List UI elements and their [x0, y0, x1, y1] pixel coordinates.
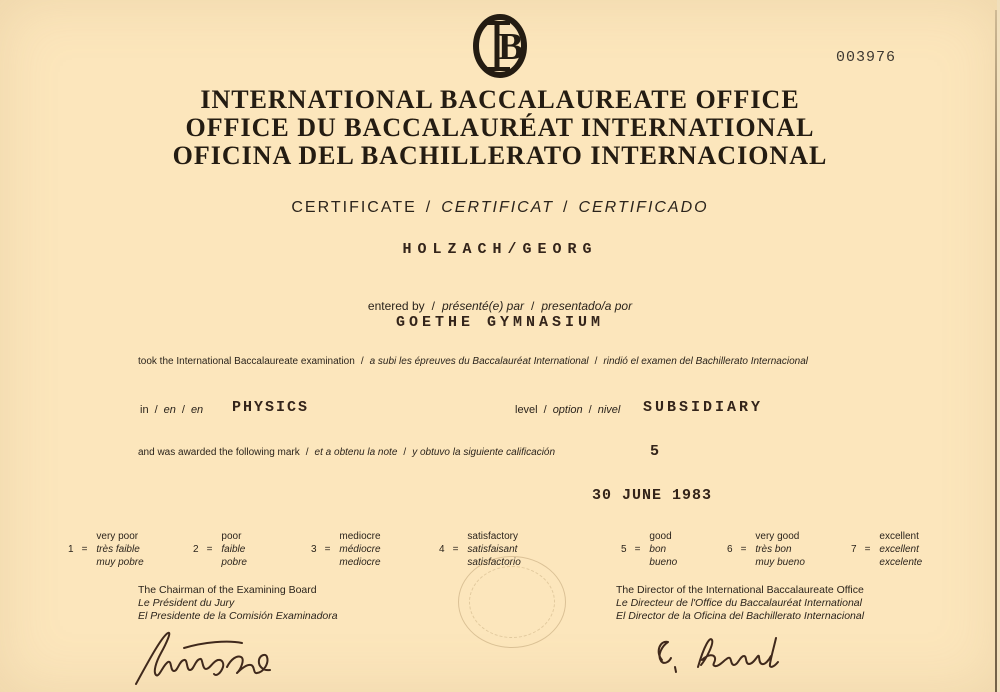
grade-num: 4	[439, 544, 445, 555]
grade-fr: très bon	[755, 544, 792, 555]
level-value: SUBSIDIARY	[643, 399, 764, 416]
director-title-en: The Director of the International Baccalaureate Office	[616, 584, 864, 596]
separator: /	[431, 299, 435, 313]
separator: /	[588, 404, 592, 416]
took-exam-line	[138, 356, 808, 367]
embossed-seal	[458, 556, 566, 648]
certificate-heading-es: CERTIFICADO	[578, 199, 709, 216]
entered-by-es: presentado/a por	[541, 299, 633, 313]
grade-fr: bon	[649, 544, 667, 555]
grade-num: 7	[851, 544, 857, 555]
equals-sign: =	[740, 544, 747, 555]
grade-es: muy bueno	[755, 557, 805, 568]
mark-line-en: and was awarded the following mark	[138, 447, 300, 458]
subject-label-fr: en	[163, 404, 176, 416]
took-exam-es: rindió el examen del Bachillerato Internacional	[603, 356, 808, 367]
ib-monogram-icon	[470, 14, 530, 78]
grade-es: excelente	[879, 557, 923, 568]
director-title-block	[616, 584, 864, 623]
certificate-heading	[0, 199, 1000, 217]
grade-es: satisfactorio	[467, 557, 521, 568]
equals-sign: =	[81, 544, 88, 555]
entered-by-line	[0, 299, 1000, 313]
equals-sign: =	[452, 544, 459, 555]
grade-fr: très faible	[96, 544, 140, 555]
grade-scale-6	[727, 530, 805, 569]
grade-fr: médiocre	[339, 544, 381, 555]
grade-scale-1	[68, 530, 144, 569]
grade-fr: faible	[221, 544, 246, 555]
grade-scale-3	[311, 530, 381, 569]
subject-label-es: en	[190, 404, 204, 416]
separator: /	[425, 199, 433, 216]
grade-num: 3	[311, 544, 317, 555]
grade-fr: excellent	[879, 544, 919, 555]
office-title-fr: OFFICE DU BACCALAURÉAT INTERNATIONAL	[185, 113, 815, 142]
office-title-en: INTERNATIONAL BACCALAUREATE OFFICE	[200, 85, 800, 114]
serial-number: 003976	[836, 49, 897, 66]
grade-scale-7	[851, 530, 922, 569]
director-signature	[638, 630, 838, 682]
separator: /	[543, 404, 547, 416]
separator: /	[403, 447, 407, 458]
chairman-signature	[128, 626, 328, 692]
grade-en: very good	[755, 531, 800, 542]
grade-num: 6	[727, 544, 733, 555]
director-title-fr: Le Directeur de l'Office du Baccalauréat International	[616, 597, 862, 609]
grade-es: muy pobre	[96, 557, 144, 568]
mark-value: 5	[650, 443, 660, 460]
chairman-title-block	[138, 584, 338, 623]
separator: /	[531, 299, 535, 313]
grade-en: mediocre	[339, 531, 381, 542]
took-exam-en: took the International Baccalaureate examination	[138, 356, 355, 367]
separator: /	[563, 199, 570, 216]
equals-sign: =	[324, 544, 331, 555]
grade-en: excellent	[879, 531, 919, 542]
grade-es: pobre	[221, 557, 247, 568]
equals-sign: =	[864, 544, 871, 555]
entered-by-en: entered by	[367, 299, 425, 313]
entered-by-fr: présenté(e) par	[441, 299, 525, 313]
candidate-name: HOLZACH/GEORG	[402, 241, 598, 258]
grade-scale-2	[193, 530, 247, 569]
ib-monogram-logo	[470, 14, 530, 78]
office-title-es: OFICINA DEL BACHILLERATO INTERNACIONAL	[172, 141, 828, 170]
subject-value: PHYSICS	[232, 399, 310, 416]
grade-en: satisfactory	[467, 531, 518, 542]
grade-num: 5	[621, 544, 627, 555]
subject-label-en: in	[140, 404, 149, 416]
subject-label	[140, 404, 203, 416]
grade-num: 2	[193, 544, 199, 555]
svg-text:B: B	[498, 26, 524, 68]
separator: /	[181, 404, 185, 416]
grade-en: poor	[221, 531, 242, 542]
equals-sign: =	[634, 544, 641, 555]
separator: /	[594, 356, 598, 367]
grade-en: very poor	[96, 531, 139, 542]
took-exam-fr: a subi les épreuves du Baccalauréat International	[369, 356, 589, 367]
level-label-en: level	[515, 404, 538, 416]
certificate-heading-fr: CERTIFICAT	[441, 199, 554, 216]
separator: /	[305, 447, 309, 458]
director-title-es: El Director de la Oficina del Bachillerato Internacional	[616, 610, 865, 622]
chairman-title-en: The Chairman of the Examining Board	[138, 584, 317, 596]
chairman-title-es: El Presidente de la Comisión Examinadora	[138, 610, 338, 622]
grade-en: good	[649, 531, 672, 542]
mark-line-es: y obtuvo la siguiente calificación	[412, 447, 556, 458]
equals-sign: =	[206, 544, 213, 555]
grade-num: 1	[68, 544, 74, 555]
certificate-heading-en: CERTIFICATE	[291, 199, 417, 216]
separator: /	[154, 404, 158, 416]
exam-date: 30 JUNE 1983	[592, 487, 713, 504]
chairman-title-fr: Le Président du Jury	[138, 597, 235, 609]
mark-line	[138, 447, 555, 458]
mark-line-fr: et a obtenu la note	[314, 447, 398, 458]
school-name: GOETHE GYMNASIUM	[395, 314, 605, 331]
grade-es: bueno	[649, 557, 678, 568]
office-title-block	[0, 86, 1000, 170]
embossed-seal-inner-ring	[469, 566, 555, 638]
level-label	[515, 404, 620, 416]
level-label-fr: option	[552, 404, 583, 416]
grade-scale-5	[621, 530, 677, 569]
grade-fr: satisfaisant	[467, 544, 518, 555]
separator: /	[360, 356, 364, 367]
grade-es: mediocre	[339, 557, 381, 568]
level-label-es: nivel	[597, 404, 621, 416]
